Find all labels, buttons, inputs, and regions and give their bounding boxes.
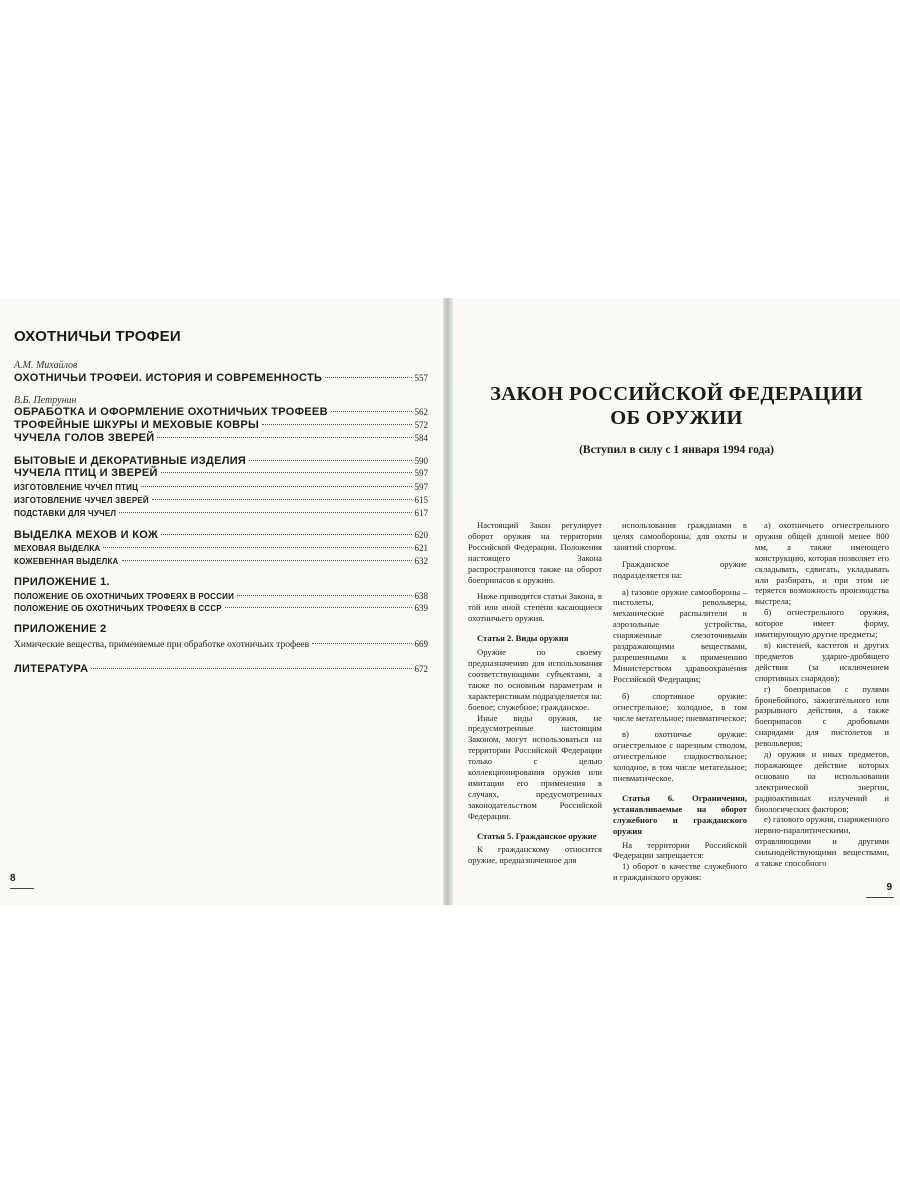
left-page-contents — [0, 298, 443, 905]
article-heading: Статья 6. Ограничения, устанавливаемые на оборот служебного и гражданского оружия — [613, 792, 747, 836]
toc-entry-title: ОБРАБОТКА И ОФОРМЛЕНИЕ ОХОТНИЧЬИХ ТРОФЕЕВ — [14, 406, 328, 418]
toc-entry-title: Химические вещества, применяемые при обработке охотничьих трофеев — [14, 640, 310, 650]
toc-entry-title: ПОДСТАВКИ ДЛЯ ЧУЧЕЛ — [14, 509, 117, 518]
leader-dots — [225, 607, 412, 608]
contents-section-title: ОХОТНИЧЬИ ТРОФЕИ — [14, 328, 181, 345]
article-heading: Статья 2. Виды оружия — [477, 633, 569, 644]
toc-entry-page: 597 — [414, 468, 428, 478]
toc-entry[interactable] — [14, 406, 428, 418]
toc-entry[interactable] — [14, 591, 428, 601]
leader-dots — [103, 547, 411, 548]
footer-rule-left — [10, 888, 34, 889]
toc-entry[interactable] — [14, 508, 428, 518]
toc-entry[interactable] — [14, 432, 428, 444]
paragraph: б) спортивное оружие: огнестрельное; холодное, в том числе метательное; пневматическое; — [613, 690, 747, 723]
toc-entry-page: 669 — [414, 639, 428, 649]
toc-entry-page: 562 — [414, 407, 428, 417]
toc-entry[interactable] — [14, 529, 428, 541]
toc-entry-page: 638 — [414, 591, 428, 601]
toc-entry-page: 620 — [414, 530, 428, 540]
toc-entry-title: ИЗГОТОВЛЕНИЕ ЧУЧЕЛ ПТИЦ — [14, 483, 139, 492]
paragraph: г) боеприпасов с пулями бронебойного, зажигательного или разрывного действия, а также боеприпасов с дробовыми снарядами для пистолетов и револьверов; — [755, 683, 889, 749]
leader-dots — [122, 560, 412, 561]
leader-dots — [331, 411, 412, 412]
toc-entry-title: ТРОФЕЙНЫЕ ШКУРЫ И МЕХОВЫЕ КОВРЫ — [14, 419, 260, 431]
paragraph: Гражданское оружие подразделяется на: — [613, 558, 747, 580]
leader-dots — [119, 512, 411, 513]
book-gutter — [443, 298, 453, 905]
paragraph: д) оружия и иных предметов, поражающее действие которых основано на использовании электрической энергии, радиоактивных излучений и биологических факторов; — [755, 749, 889, 814]
toc-entry-title: ИЗГОТОВЛЕНИЕ ЧУЧЕЛ ЗВЕРЕЙ — [14, 496, 149, 505]
toc-entry-page: 672 — [414, 664, 428, 674]
paragraph: в) кистеней, кастетов и других предметов ударно-дробящего действия (за исключением спортивных снарядов); — [755, 639, 889, 683]
law-title — [453, 382, 900, 430]
law-title-line-2: ОБ ОРУЖИИ — [610, 407, 743, 429]
paragraph: Оружие по своему предназначению для использования соответствующими субъектами, а также по основным параметрам и характеристикам подразделяется на: боевое; служебное; гражданское. — [468, 647, 602, 712]
toc-entry-page: 617 — [414, 508, 428, 518]
paragraph: а) газовое оружие самообороны – пистолеты, револьверы, механические распылители и аэрозольные устройства, снаряженные слезоточивыми раздражающими веществами, разрешенными к применению Министерством здравоохранения Российской Федерации; — [613, 586, 747, 684]
leader-dots — [325, 377, 411, 378]
toc-entry-page: 590 — [414, 456, 428, 466]
toc-entry-page: 621 — [414, 543, 428, 553]
toc-entry-title: КОЖЕВЕННАЯ ВЫДЕЛКА — [14, 557, 119, 566]
toc-entry-page: 597 — [414, 482, 428, 492]
toc-entry-title: ЛИТЕРАТУРА — [14, 663, 89, 675]
leader-dots — [262, 424, 411, 425]
leader-dots — [312, 643, 411, 644]
toc-entry-title: ПОЛОЖЕНИЕ ОБ ОХОТНИЧЬИХ ТРОФЕЯХ В РОССИИ — [14, 592, 235, 601]
leader-dots — [91, 668, 411, 669]
law-subtitle: (Вступил в силу с 1 января 1994 года) — [579, 444, 774, 456]
toc-entry-title: ОХОТНИЧЬИ ТРОФЕИ. ИСТОРИЯ И СОВРЕМЕННОСТЬ — [14, 372, 323, 384]
toc-entry-title: ЧУЧЕЛА ГОЛОВ ЗВЕРЕЙ — [14, 432, 155, 444]
toc-entry-title: ЧУЧЕЛА ПТИЦ И ЗВЕРЕЙ — [14, 467, 158, 479]
toc-entry-page: 557 — [414, 373, 428, 383]
article-heading: Статья 5. Гражданское оружие — [477, 830, 597, 841]
toc-entry-title: ПОЛОЖЕНИЕ ОБ ОХОТНИЧЬИХ ТРОФЕЯХ В СССР — [14, 604, 222, 613]
leader-dots — [249, 460, 411, 461]
leader-dots — [141, 486, 411, 487]
paragraph: На территории Российской Федерации запрещается: — [613, 839, 747, 861]
toc-entry[interactable] — [14, 482, 428, 492]
toc-entry[interactable] — [14, 556, 428, 566]
toc-entry[interactable] — [14, 603, 428, 613]
paragraph: а) охотничьего огнестрельного оружия общей длиной менее 800 мм, а также имеющего конструкцию, которая позволяет его складывать, сдвигать, укладывать или разбирать, и при этом не теряется возможность производства выстрела; — [755, 520, 889, 607]
appendix-1-heading: ПРИЛОЖЕНИЕ 1. — [14, 576, 110, 588]
leader-dots — [237, 595, 411, 596]
toc-entry-page: 632 — [414, 556, 428, 566]
toc-entry[interactable] — [14, 663, 428, 675]
toc-entry[interactable] — [14, 455, 428, 467]
toc-entry[interactable] — [14, 543, 428, 553]
toc-entry-page: 615 — [414, 495, 428, 505]
leader-dots — [157, 437, 411, 438]
text-column-1 — [468, 520, 602, 866]
toc-entry-title: ВЫДЕЛКА МЕХОВ И КОЖ — [14, 529, 159, 541]
appendix-2-heading: ПРИЛОЖЕНИЕ 2 — [14, 623, 107, 635]
author-petrunin: В.Б. Петрунин — [14, 395, 77, 406]
paragraph: 1) оборот в качестве служебного и гражданского оружия: — [613, 861, 747, 883]
leader-dots — [161, 472, 412, 473]
toc-entry[interactable] — [14, 419, 428, 431]
toc-entry[interactable] — [14, 639, 428, 650]
paragraph: К гражданскому относится оружие, предназначенное для — [468, 844, 602, 866]
text-column-2 — [613, 520, 747, 883]
paragraph: использования гражданами в целях самообороны, для охоты и занятий спортом. — [613, 520, 747, 552]
page-number-left: 8 — [10, 873, 16, 884]
law-title-line-1: ЗАКОН РОССИЙСКОЙ ФЕДЕРАЦИИ — [490, 383, 863, 405]
toc-entry-title: БЫТОВЫЕ И ДЕКОРАТИВНЫЕ ИЗДЕЛИЯ — [14, 455, 247, 467]
toc-entry-page: 584 — [414, 433, 428, 443]
author-mikhailov: А.М. Михайлов — [14, 360, 78, 371]
paragraph: е) газового оружия, снаряженного нервно-паралитическими, отравляющими и другими сильнодействующими веществами, а также способного — [755, 814, 889, 869]
paragraph: Ниже приводятся статьи Закона, в той или иной степени касающиеся охотничьего оружия. — [468, 591, 602, 624]
toc-entry[interactable] — [14, 495, 428, 505]
toc-entry[interactable] — [14, 467, 428, 479]
paragraph: Настоящий Закон регулирует оборот оружия на территории Российской Федерации. Положения настоящего Закона распространяются также на оборот боеприпасов к оружию. — [468, 520, 602, 585]
footer-rule-right — [866, 897, 894, 898]
paragraph: в) охотничье оружие: огнестрельное с нарезным стволом, огнестрельное гладкоствольное; холодное, в том числе метательное; пневматическое. — [613, 729, 747, 784]
paragraph: б) огнестрельного оружия, которое имеет форму, имитирующую другие предметы; — [755, 607, 889, 640]
leader-dots — [161, 534, 411, 535]
right-page-law — [453, 298, 900, 905]
paragraph: Иные виды оружия, не предусмотренные настоящим Законом, могут использоваться на территории Российской Федерации только с целью коллекционирования оружия или имитации его применения в случаях, предусмотренных законодательством Российской Федерации. — [468, 712, 602, 821]
page-number-right: 9 — [886, 882, 892, 893]
book-spread — [0, 298, 900, 905]
leader-dots — [152, 499, 412, 500]
text-column-3 — [755, 520, 889, 869]
toc-entry[interactable] — [14, 372, 428, 384]
toc-entry-page: 572 — [414, 420, 428, 430]
toc-entry-title: МЕХОВАЯ ВЫДЕЛКА — [14, 544, 101, 553]
toc-entry-page: 639 — [414, 603, 428, 613]
